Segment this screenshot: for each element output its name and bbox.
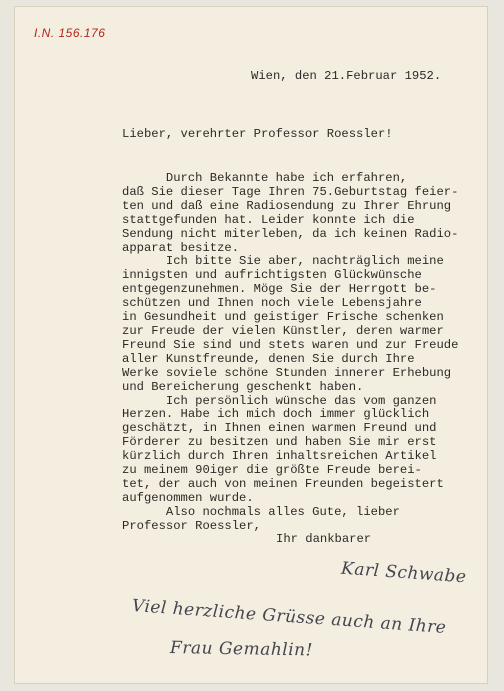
letter-body-line: stattgefunden hat. Leider konnte ich die [122, 212, 415, 227]
handwritten-postscript-line: Viel herzliche Grüsse auch an Ihre [131, 596, 448, 638]
letter-body-line: Förderer zu besitzen und haben Sie mir erst [122, 435, 437, 450]
letter-body-line: in Gesundheit und geistiger Frische schenken [122, 310, 444, 325]
letter-body-line: Werke soviele schöne Stunden innerer Erhebung [122, 365, 452, 380]
letter-body-line: ten und daß eine Radiosendung zu Ihrer Ehrung [122, 198, 452, 213]
archive-inventory-mark: I.N. 156.176 [34, 26, 106, 40]
letter-body-line: zur Freude der vielen Künstler, deren warmer [122, 323, 444, 338]
letter-body-line: Sendung nicht miterleben, da ich keinen Radio- [122, 226, 459, 241]
handwritten-signature: Karl Schwabe [340, 558, 468, 588]
letter-sheet [14, 6, 488, 684]
letter-body-line: innigsten und aufrichtigsten Glückwünsche [122, 268, 422, 283]
letter-body-line: Ich persönlich wünsche das vom ganzen [122, 393, 437, 408]
letter-body-line: und Bereicherung geschenkt haben. [122, 379, 364, 394]
letter-body-line: aller Kunstfreunde, denen Sie durch Ihre [122, 351, 415, 366]
letter-body-line: Freund Sie sind und stets waren und zur Freude [122, 337, 459, 352]
letter-body-line: daß Sie dieser Tage Ihren 75.Geburtstag feier- [122, 184, 459, 199]
letter-body-line: Also nochmals alles Gute, lieber [122, 504, 400, 519]
letter-body-line: Professor Roessler, [122, 518, 261, 533]
letter-closing: Ihr dankbarer [276, 532, 372, 546]
handwritten-postscript-line: Frau Gemahlin! [169, 638, 314, 661]
letter-body-line: geschätzt, in Ihnen einen warmen Freund und [122, 421, 437, 436]
letter-body-line: kürzlich durch Ihren inhaltsreichen Artikel [122, 449, 437, 464]
letter-body-line: apparat besitze. [122, 240, 240, 255]
letter-body-line: Ich bitte Sie aber, nachträglich meine [122, 254, 444, 269]
letter-body-line: zu meinem 90iger die größte Freude berei- [122, 463, 422, 478]
letter-salutation: Lieber, verehrter Professor Roessler! [122, 127, 393, 141]
letter-body-line: entgegenzunehmen. Möge Sie der Herrgott be- [122, 282, 437, 297]
letter-body [122, 172, 458, 534]
letter-date: Wien, den 21.Februar 1952. [251, 69, 442, 83]
letter-body-line: aufgenommen wurde. [122, 490, 254, 505]
letter-body-line: Herzen. Habe ich mich doch immer glücklich [122, 407, 430, 422]
letter-body-line: Durch Bekannte habe ich erfahren, [122, 171, 408, 185]
letter-body-line: tet, der auch von meinen Freunden begeistert [122, 476, 444, 491]
letter-body-line: schützen und Ihnen noch viele Lebensjahre [122, 296, 422, 311]
